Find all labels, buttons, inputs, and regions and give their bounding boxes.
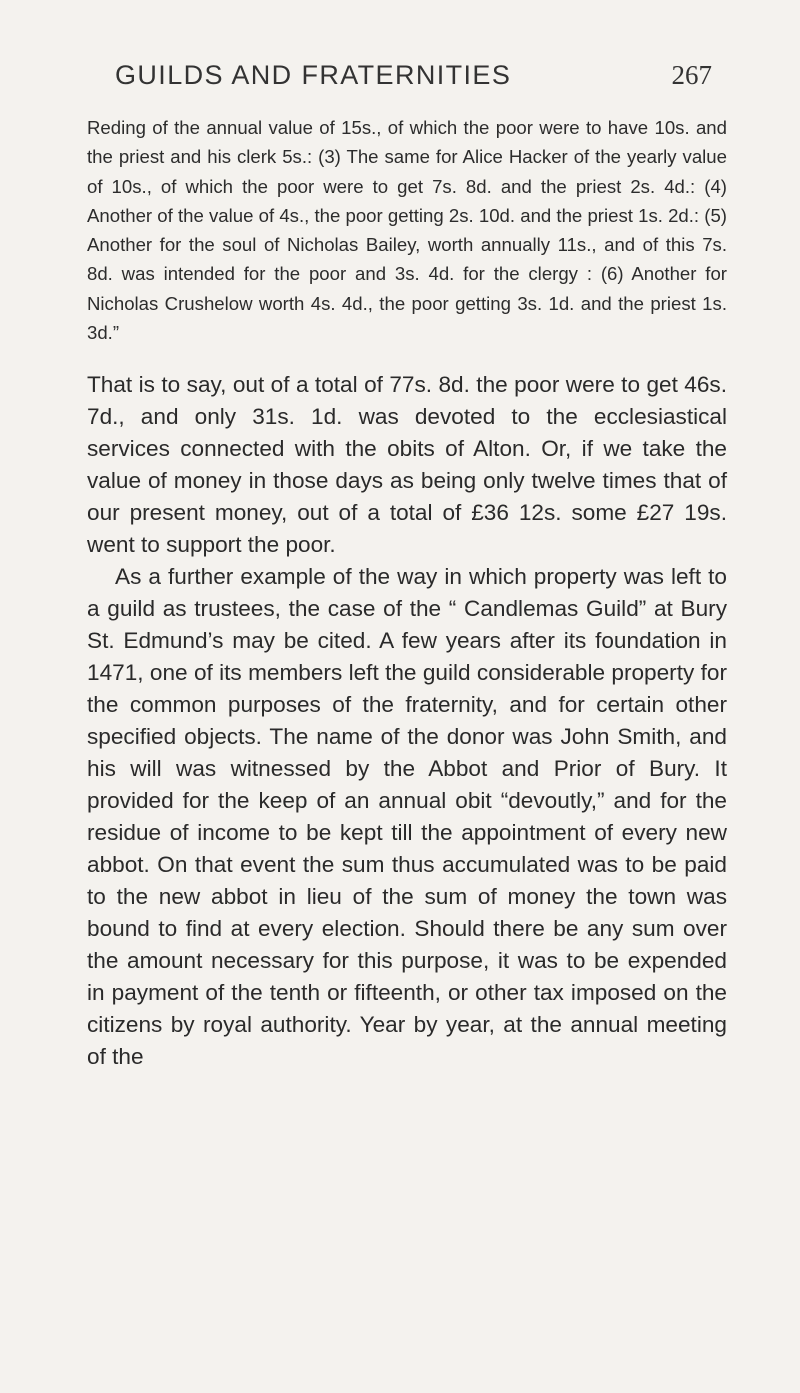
page-number: 267: [671, 60, 712, 90]
paragraph: That is to say, out of a total of 77s. 8d. the poor were to get 46s. 7d., and only 31s. 1d. was devoted to the ecclesiastical services connected with the obits of Alton. Or, if we take the value of money in those days as being only twelve times that of our present money, out of a total of £36 12s. some £27 19s. went to support the poor.: [87, 372, 727, 558]
running-head: GUILDS AND FRATERNITIES: [115, 60, 512, 90]
body-text: [87, 113, 727, 1073]
quoted-paragraph: Reding of the annual value of 15s., of which the poor were to have 10s. and the priest and his clerk 5s.: (3) The same for Alice Hacker of the yearly value of 10s., of which the poor were to get 7s. 8d. and the priest 2s. 4d.: (4) Another of the value of 4s., the poor getting 2s. 10d. and the priest 1s. 2d.: (5) Another for the soul of Nicholas Bailey, worth annually 11s., and of this 7s. 8d. was intended for the poor and 3s. 4d. for the clergy : (6) Another for Nicholas Crushelow worth 4s. 4d., the poor getting 3s. 1d. and the priest 1s. 3d.”: [87, 117, 727, 344]
paragraph: As a further example of the way in which property was left to a guild as trustees, the case of the “ Candlemas Guild” at Bury St. Edmund’s may be cited. A few years after its foundation in 1471, one of its members left the guild considerable property for the common purposes of the fraternity, and for certain other specified objects. The name of the donor was John Smith, and his will was witnessed by the Abbot and Prior of Bury. It provided for the keep of an annual obit “devoutly,” and for the residue of income to be kept till the appointment of every new abbot. On that event the sum thus accumulated was to be paid to the new abbot in lieu of the sum of money the town was bound to find at every election. Should there be any sum over the amount necessary for this purpose, it was to be expended in payment of the tenth or fifteenth, or other tax imposed on the citizens by royal authority. Year by year, at the annual meeting of the: [87, 564, 727, 1070]
page-header: [115, 60, 712, 100]
